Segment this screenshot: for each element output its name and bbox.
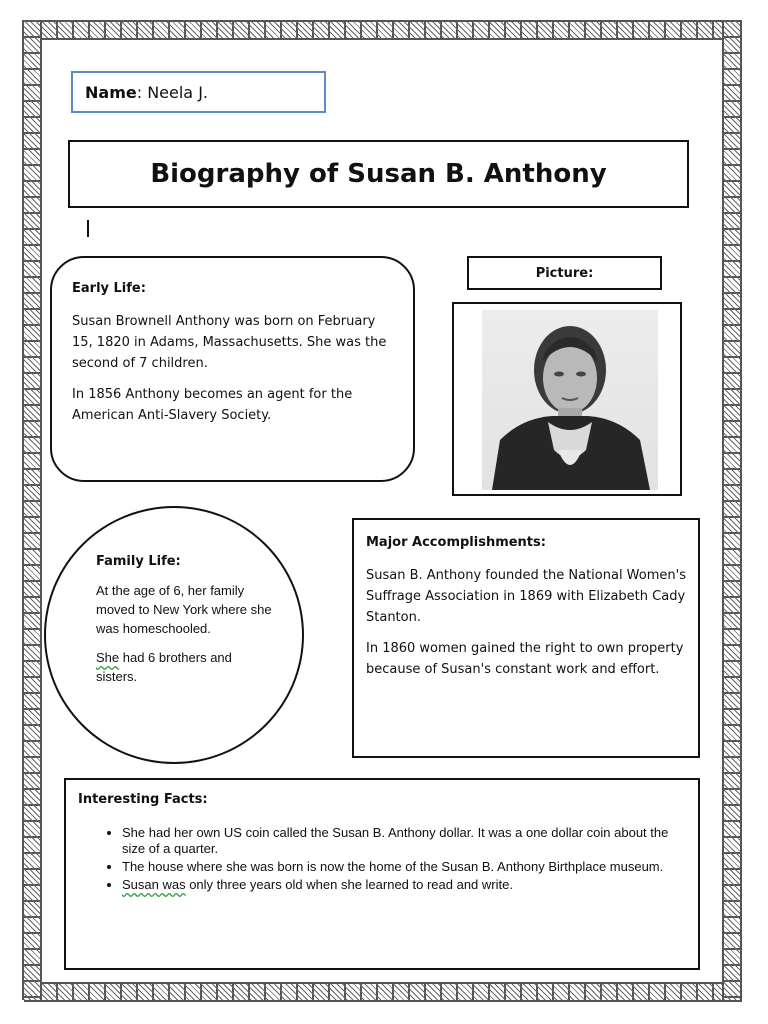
accomplishments-paragraph-2: In 1860 women gained the right to own property because of Susan's constant work and effort. — [366, 641, 684, 677]
picture-label-box — [467, 256, 662, 290]
accomplishments-heading: Major Accomplishments: — [366, 535, 546, 550]
early-life-heading: Early Life: — [72, 281, 146, 296]
fact-item-3 — [122, 877, 686, 893]
text-cursor — [87, 220, 89, 237]
fact-item-2: • The house where she was born is now the home of the Susan B. Anthony Birthplace museum. — [122, 859, 686, 875]
name-value[interactable]: : Neela J. — [136, 83, 208, 102]
portrait-image — [482, 310, 658, 490]
page-title-box — [68, 140, 689, 208]
facts-list — [78, 825, 686, 893]
accomplishments-paragraph-1: Susan B. Anthony founded the National Women's Suffrage Association in 1869 with Elizabeth Cady Stanton. — [366, 568, 686, 625]
family-life-heading: Family Life: — [96, 554, 181, 569]
early-life-paragraph-1: Susan Brownell Anthony was born on February 15, 1820 in Adams, Massachusetts. She was the second of 7 children. — [72, 314, 387, 371]
picture-label: Picture: — [535, 265, 594, 281]
decorative-border-top — [24, 20, 742, 40]
page-title: Biography of Susan B. Anthony — [150, 159, 607, 189]
fact-item-3-rest: only three years old when she learned to read and write. — [185, 877, 513, 892]
family-life-paragraph-1: At the age of 6, her family moved to New York where she was homeschooled. — [96, 583, 272, 636]
decorative-border-bottom — [24, 982, 742, 1002]
accomplishments-section — [352, 518, 700, 758]
interesting-facts-heading: Interesting Facts: — [78, 792, 208, 807]
picture-frame — [452, 302, 682, 496]
early-life-paragraph-2: In 1856 Anthony becomes an agent for the American Anti-Slavery Society. — [72, 387, 353, 423]
family-life-section — [44, 506, 304, 764]
family-life-paragraph-2 — [96, 648, 276, 686]
spellcheck-flagged-word: She — [96, 650, 120, 665]
spellcheck-flagged-phrase: Susan was — [122, 877, 186, 892]
early-life-section — [50, 256, 415, 482]
name-field[interactable] — [71, 71, 326, 113]
decorative-border-left — [22, 20, 42, 1000]
interesting-facts-section — [64, 778, 700, 970]
name-label: Name — [85, 83, 137, 102]
family-life-paragraph-2-rest: had 6 brothers and sisters. — [96, 650, 232, 684]
decorative-border-right — [722, 20, 742, 1000]
fact-item-1: • She had her own US coin called the Susan B. Anthony dollar. It was a one dollar coin about the size of a quarter. — [122, 825, 686, 857]
